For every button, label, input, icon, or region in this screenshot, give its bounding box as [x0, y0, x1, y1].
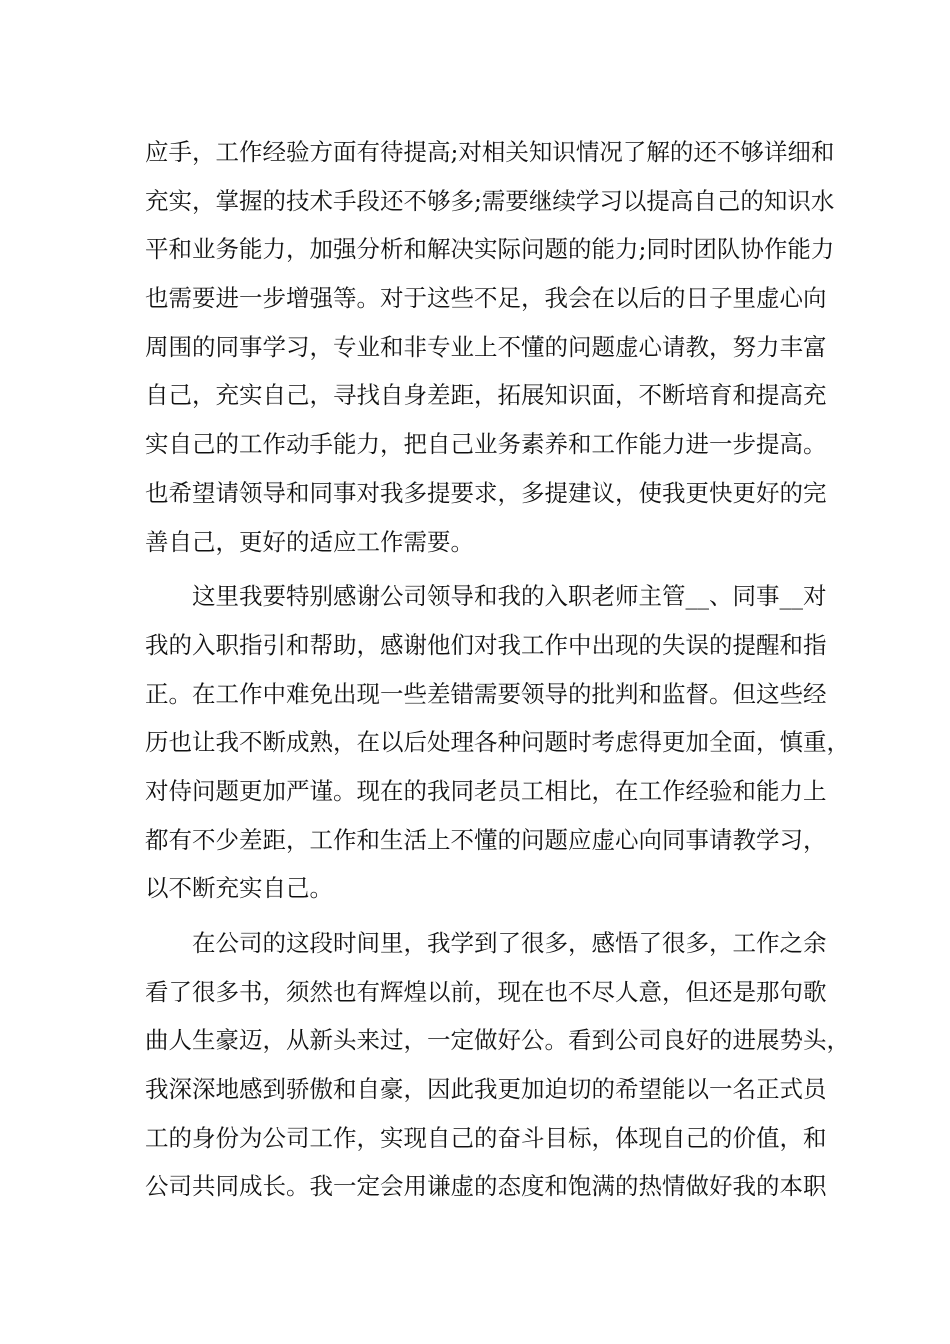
text-line: 以不断充实自己。 — [145, 874, 333, 903]
text-line: 曲人生豪迈，从新头来过，一定做好公。看到公司良好的进展势头， — [145, 1026, 850, 1055]
text-line: 正。在工作中难免出现一些差错需要领导的批判和监督。但这些经 — [145, 679, 827, 708]
text-line: 我的入职指引和帮助，感谢他们对我工作中出现的失误的提醒和指 — [145, 630, 827, 659]
text-line: 历也让我不断成熟，在以后处理各种问题时考虑得更加全面，慎重， — [145, 728, 850, 757]
text-line: 在公司的这段时间里，我学到了很多，感悟了很多，工作之余 — [145, 929, 827, 957]
text-line: 公司共同成长。我一定会用谦虚的态度和饱满的热情做好我的本职 — [145, 1172, 827, 1201]
text-line: 这里我要特别感谢公司领导和我的入职老师主管__、同事__对 — [145, 582, 827, 611]
text-line: 应手，工作经验方面有待提高;对相关知识情况了解的还不够详细和 — [145, 138, 835, 166]
text-line: 也需要进一步增强等。对于这些不足，我会在以后的日子里虚心向 — [145, 284, 827, 313]
text-line: 善自己，更好的适应工作需要。 — [145, 527, 474, 556]
document-body — [145, 128, 850, 1211]
text-line: 看了很多书，须然也有辉煌以前，现在也不尽人意，但还是那句歌 — [145, 977, 827, 1006]
text-line: 都有不少差距，工作和生活上不懂的问题应虚心向同事请教学习， — [145, 825, 827, 854]
text-line: 自己，充实自己，寻找自身差距，拓展知识面，不断培育和提高充 — [145, 381, 827, 410]
paragraph-1 — [145, 128, 835, 566]
text-line: 对侍问题更加严谨。现在的我同老员工相比，在工作经验和能力上 — [145, 776, 827, 805]
text-line: 平和业务能力，加强分析和解决实际问题的能力;同时团队协作能力 — [145, 235, 835, 264]
text-line: 充实，掌握的技术手段还不够多;需要继续学习以提高自己的知识水 — [145, 186, 835, 215]
text-line: 我深深地感到骄傲和自豪，因此我更加迫切的希望能以一名正式员 — [145, 1075, 827, 1104]
text-line: 周围的同事学习，专业和非专业上不懂的问题虚心请教，努力丰富 — [145, 332, 827, 361]
paragraph-2 — [145, 572, 850, 913]
text-line: 工的身份为公司工作，实现自己的奋斗目标，体现自己的价值，和 — [145, 1123, 827, 1152]
text-line: 实自己的工作动手能力，把自己业务素养和工作能力进一步提高。 — [145, 430, 827, 459]
text-line: 也希望请领导和同事对我多提要求，多提建议，使我更快更好的完 — [145, 478, 827, 507]
paragraph-3 — [145, 919, 850, 1211]
